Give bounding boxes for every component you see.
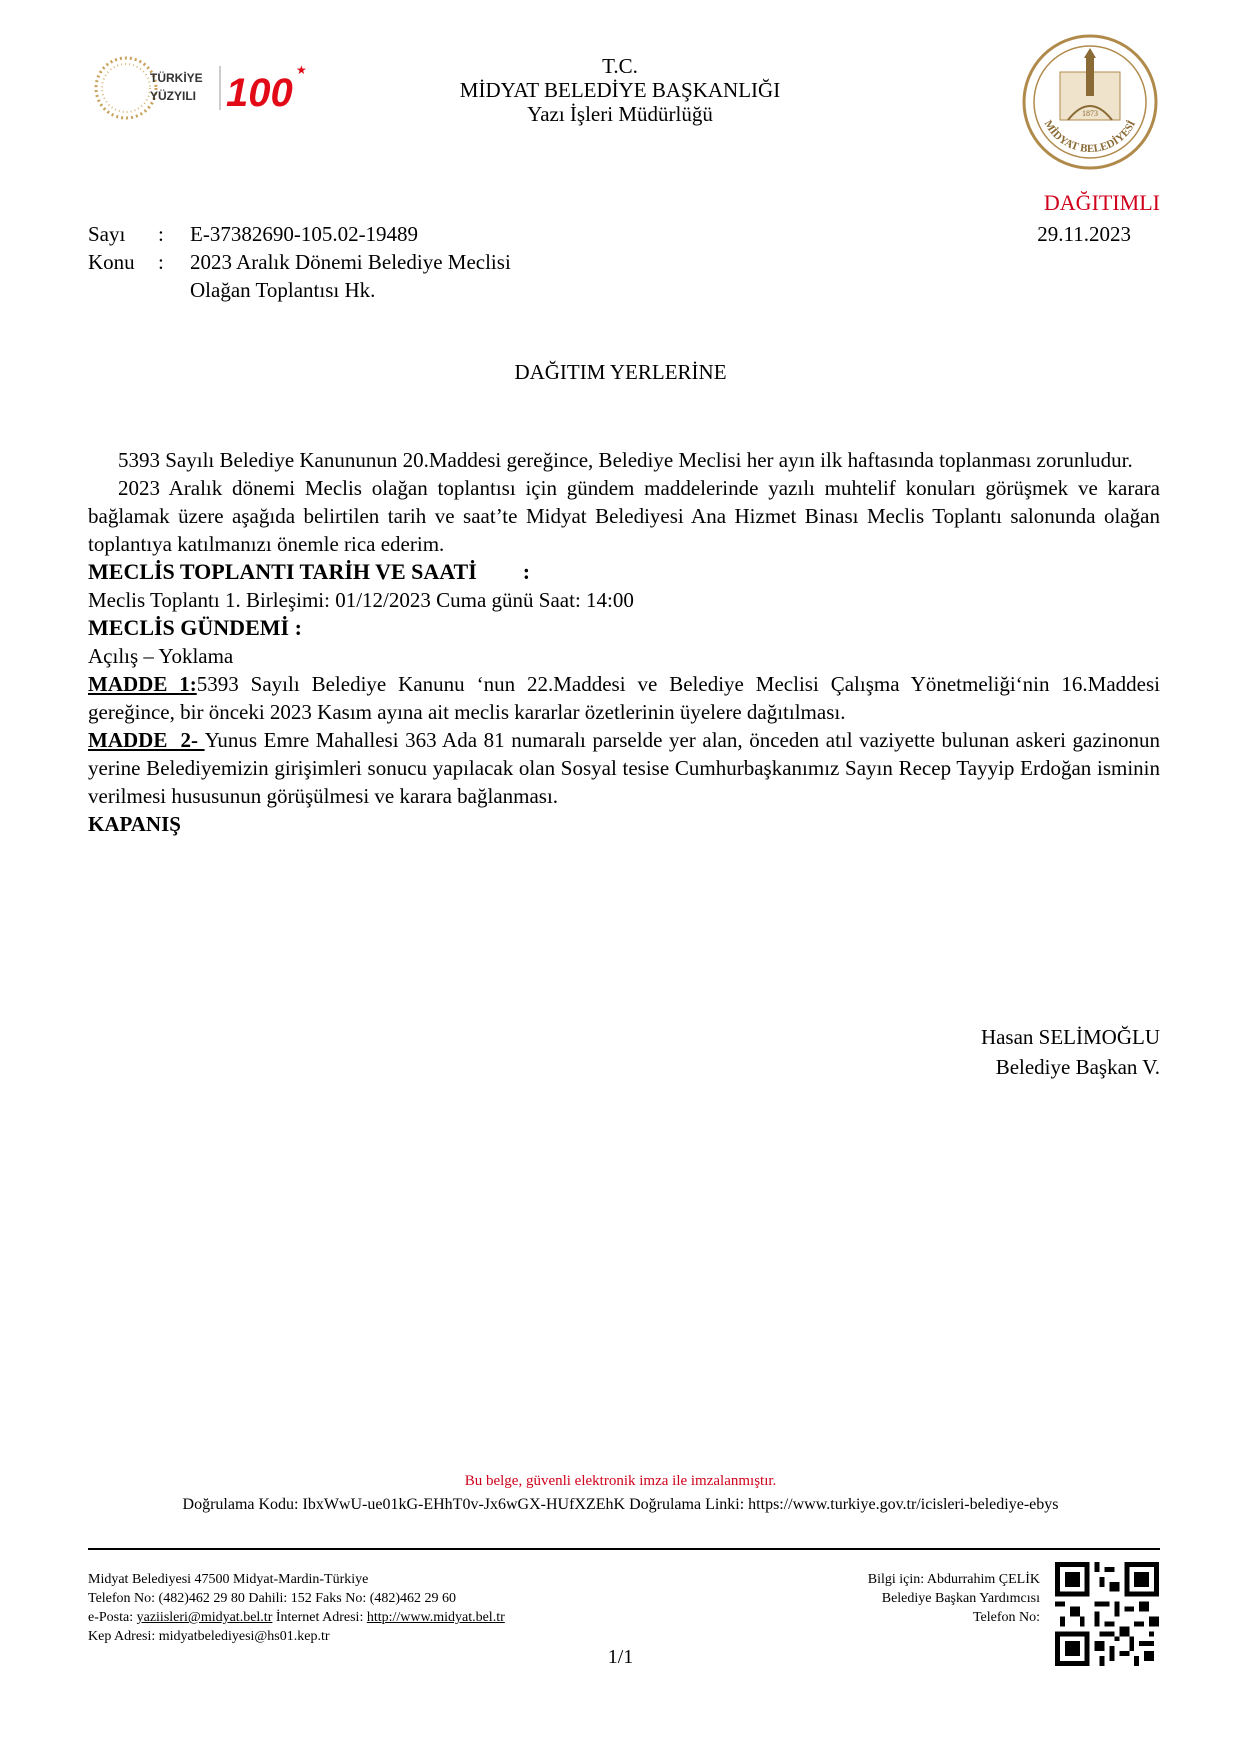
sayi-colon: : xyxy=(158,222,164,246)
agenda-heading: MECLİS GÜNDEMİ : xyxy=(88,615,302,640)
verification-line: Doğrulama Kodu: IbxWwU-ue01kG-EHhT0v-Jx6wGX-HUfXZEhK Doğrulama Linki: https://www.turkiye.gov.tr/icisleri-belediye-ebys xyxy=(182,1496,1059,1513)
info-title: Belediye Başkan Yardımcısı xyxy=(881,1591,1040,1606)
agenda-item-2 xyxy=(88,726,1160,810)
item-2-text: Yunus Emre Mahallesi 363 Ada 81 numaralı parselde yer alan, önceden atıl vaziyette bulunan askeri gazinonun yerine Belediyemizin girişimleri sonucu yapılacak olan Sosyal tesise Cumhurbaşkanımız Sayın Recep Tayyip Erdoğan isminin verilmesi hususunun görüşülmesi ve karara bağlanması. xyxy=(88,728,1160,808)
distribution-label: DAĞITIMLI xyxy=(1043,190,1160,215)
turkiye-yuzyili-logo xyxy=(88,48,338,128)
web-link[interactable]: http://www.midyat.bel.tr xyxy=(366,1610,505,1625)
meeting-heading-colon: : xyxy=(522,559,531,584)
esign-note: Bu belge, güvenli elektronik imza ile imzalanmıştır. xyxy=(464,1473,777,1489)
sayi-value: E-37382690-105.02-19489 xyxy=(190,222,419,246)
konu-value-2: Olağan Toplantısı Hk. xyxy=(190,278,376,302)
paragraph-1: 5393 Sayılı Belediye Kanununun 20.Maddesi gereğince, Belediye Meclisi her ayın ilk haftasında toplanması zorunludur. xyxy=(118,448,1133,472)
addressee: DAĞITIM YERLERİNE xyxy=(514,360,727,384)
meeting-heading xyxy=(88,558,1160,586)
letter-body xyxy=(88,446,1160,838)
signer-name: Hasan SELİMOĞLU xyxy=(980,1025,1160,1049)
document-meta xyxy=(0,220,1241,302)
header-department: Yazı İşleri Müdürlüğü xyxy=(527,102,713,126)
meeting-line: Meclis Toplantı 1. Birleşimi: 01/12/2023 Cuma günü Saat: 14:00 xyxy=(88,588,634,612)
agenda-item-1 xyxy=(88,670,1160,726)
header-country: T.C. xyxy=(602,54,638,78)
sayi-label: Sayı xyxy=(88,222,126,246)
midyat-belediyesi-seal xyxy=(1020,32,1160,172)
header-institution: MİDYAT BELEDİYE BAŞKANLIĞI xyxy=(459,78,781,102)
signature-block xyxy=(880,1022,1160,1082)
logo-number: 100 xyxy=(226,71,293,115)
konu-value-1: 2023 Aralık Dönemi Belediye Meclisi xyxy=(190,250,511,274)
email-link[interactable]: yaziisleri@midyat.bel.tr xyxy=(136,1610,273,1625)
info-label: Bilgi için: Abdurrahim ÇELİK xyxy=(867,1572,1040,1587)
logo-text-2: YÜZYILI xyxy=(150,89,197,103)
footer-phone: Telefon No: (482)462 29 80 Dahili: 152 Faks No: (482)462 29 60 xyxy=(88,1591,457,1606)
info-phone: Telefon No: xyxy=(972,1610,1040,1625)
paragraph-2: 2023 Aralık dönemi Meclis olağan toplantısı için gündem maddelerinde yazılı muhtelif konuları görüşmek ve karara bağlamak üzere aşağıda belirtilen tarih ve saat’te Midyat Belediyesi Ana Hizmet Binası Meclis Toplantı salonunda olağan toplantıya katılmanızı önemle rica ederim. xyxy=(88,476,1160,556)
star-icon: ★ xyxy=(296,63,307,77)
seal-text: MİDYAT BELEDİYESİ xyxy=(1041,118,1139,156)
konu-colon: : xyxy=(158,250,164,274)
signer-title: Belediye Başkan V. xyxy=(995,1055,1160,1079)
item-2-label: MADDE 2- xyxy=(88,728,205,752)
item-1-label: MADDE 1: xyxy=(88,672,197,696)
footer-kep: Kep Adresi: midyatbelediyesi@hs01.kep.tr xyxy=(88,1629,330,1644)
seal-year: 1873 xyxy=(1082,109,1098,118)
footer-divider xyxy=(88,1548,1160,1550)
email-label: e-Posta: xyxy=(88,1610,137,1625)
konu-label: Konu xyxy=(88,250,135,274)
opening-line: Açılış – Yoklama xyxy=(88,644,234,668)
logo-text-1: TÜRKİYE xyxy=(150,71,203,85)
meeting-heading-text: MECLİS TOPLANTI TARİH VE SAATİ xyxy=(88,559,477,584)
web-label: İnternet Adresi: xyxy=(272,1610,367,1625)
page-number: 1/1 xyxy=(607,1646,634,1668)
footer-address: Midyat Belediyesi 47500 Midyat-Mardin-Türkiye xyxy=(88,1572,369,1587)
footer-email-web xyxy=(88,1608,648,1627)
item-1-text: 5393 Sayılı Belediye Kanunu ‘nun 22.Maddesi ve Belediye Meclisi Çalışma Yönetmeliği‘nin 16.Maddesi gereğince, bir önceki 2023 Kasım ayına ait meclis kararlar özetlerinin üyelere dağıtılması. xyxy=(88,672,1160,724)
closing-line: KAPANIŞ xyxy=(88,812,181,836)
svg-text:MİDYAT BELEDİYESİ xyxy=(1042,118,1138,155)
footer-contact xyxy=(88,1570,648,1646)
document-date: 29.11.2023 xyxy=(1037,222,1131,246)
footer-info xyxy=(740,1570,1040,1627)
